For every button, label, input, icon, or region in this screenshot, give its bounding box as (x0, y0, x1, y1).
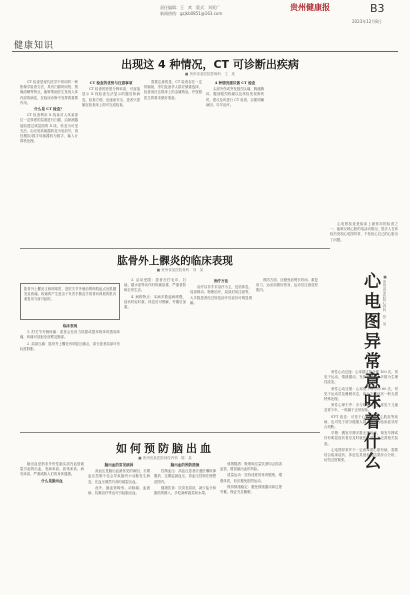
article-byline-ecg: ■ 贵州省某医院心内科 张 某 (383, 275, 387, 326)
article-divider (20, 432, 320, 433)
article-column: 戒烟限酒：吸烟和过量饮酒均会损害血管，增加脑出血的风险。 适量运动：坚持适度的体育锻炼，增强体质，但应避免剧烈运动。 保持情绪稳定：避免情绪激动和过度劳累，保证充足睡眠。 (220, 462, 282, 495)
article-byline-ct: ■ 贵州省某医院影像科 王 某 (185, 72, 235, 76)
article-byline-stroke: ■ 贵州省某医院神经内科 陈 某 (138, 456, 192, 460)
page-number: B3 (370, 2, 385, 15)
article-column: 脑出血的预防措施 控制血压：高血压患者应遵医嘱规律服药，定期监测血压，将血压控制在理想范围内。 健康饮食：饮食宜清淡，减少盐分和脂肪的摄入，多吃新鲜蔬菜和水果。 (154, 463, 216, 496)
article-divider (20, 248, 330, 249)
article-column: 临床表现 1. 肘关节外侧疼痛：患者会在用力抓握或提举物体时感到疼痛，疼痛可放射至前臂及腕部。 2. 局部压痛：肱骨外上髁处有明显压痛点，部分患者局部可有轻度肿胀。 (20, 324, 120, 351)
header-rule (12, 51, 398, 52)
article-intro-box: 肱骨外上髁炎又称网球肘，是肘关节外侧前臂伸肌起点处肌腱发炎疼痛。疼痛的产生是由于负责手腕及手指背向伸展的肌肉重复用力而引起的。 (20, 283, 120, 320)
article-byline-elbow: ■ 贵州省某医院骨科 刘 某 (156, 268, 204, 272)
page-header (0, 0, 410, 50)
article-column: 窦性心动过速：心率超过每分钟 100 次，常见于运动、情绪激动、发热等情况，多数为生理性改变。 窦性心动过缓：心率低于每分钟 60 次，常见于运动员及睡眠状态，如无不适症状一般无需特殊处理。 窦性心律不齐：多与呼吸有关，常见于儿童及青少年，一般属于正常现象。 ST-T 改变：可见于心肌缺血、心肌炎等疾病，也可见于部分健康人群，需结合临床症状综合判断。 早搏：偶发早搏多数无需治疗，频发早搏或伴有明显症状者应及时就医，进一步完善相关检查。 心电图异常并不一定意味着心脏有病，需要结合临床症状、体征及其他检查结果综合分析，切勿过度紧张。 (324, 370, 398, 463)
article-column: 预防方面，应避免前臂长时间、重复用力，运动前做好热身，运动后注意放松肌肉。 (256, 278, 318, 293)
article-title-stroke: 如何预防脑出血 (116, 442, 214, 455)
article-column: 脑出血是指非外伤性脑实质内血管破裂引起的出血，发病率高、致残率高、病死率高，严重威胁人们的身体健康。 什么是脑出血 (20, 462, 84, 483)
newspaper-name: 贵州健康报 (290, 2, 330, 12)
article-title-elbow: 肱骨外上髁炎的临床表现 (117, 255, 233, 267)
article-column: 需要注意的是，CT 检查存在一定的辐射，孕妇及备孕人群应慎重选择，检查前应去除身上的金属物品，并按照医生的要求做好准备。 (144, 80, 202, 100)
article-title-ct: 出现这 4 种情况，CT 可诊断出疾病 (121, 58, 299, 71)
article-column: CT 检查的优势与注意事项 CT 检查的密度分辨率高，可直接显示 X 线检查无法显示的器官和病变，检查方便、迅速而安全，患者只需躺在检查床上即可完成检查。 (82, 81, 140, 107)
article-column: 4 种情况建议做 CT 检查 头部外伤或突发剧烈头痛、胸痛胸闷、腹部剧烈疼痛以及体检发现肿块时，建议及时进行 CT 检查，以便明确病因、尽早治疗。 (206, 81, 264, 107)
article-column: 3. 活动受限：患者在拧毛巾、扫地、端水壶等动作时疼痛加重，严重者影响日常生活。 4. 病程特点：本病多数起病缓慢，症状时轻时重，休息后可缓解，劳累后加重。 (124, 278, 186, 310)
article-column: 心电图检查是临床上最常用的检查之一，能够反映心脏的电活动情况。很多人在体检后发现心电图异常，不免担心自己的心脏出了问题。 (330, 222, 398, 242)
section-title: 健康知识 (14, 41, 55, 51)
article-column: 治疗方法 治疗以非手术治疗为主，包括休息、局部制动、物理治疗、局部封闭注射等，大多数患者经过规范治疗后症状可明显缓解。 (190, 279, 252, 305)
article-title-ecg: 心电图异常意味着什么 (360, 272, 380, 472)
editor-info: 责任编辑：王 欢 版式：刘延广 新闻热线：gzjkb0851@163.com (160, 5, 223, 16)
article-column: CT 检查是现代医学中常用的一种影像学检查方法，具有扫描时间短、图像清晰等特点，能够帮助医生发现人体内部的病变，在临床诊断中发挥着重要作用。 什么是 CT 检查？ CT 检查利用 X 线束对人体某部位一定厚度的层面进行扫描，由探测器接收透过该层面的 X 线，转变为可见光后，由光电转换器转变为电信号，再经模拟/数字转换器转为数字，输入计算机处理。 (20, 80, 78, 144)
article-column: 脑出血的常见病因 高血压是脑出血最常见的病因，长期血压控制不佳会导致脑内小动脉发生病变，在血压骤然升高时破裂出血。 此外，脑血管畸形、动脉瘤、血液病、抗凝治疗等也可引起脑出血。 (88, 463, 150, 496)
issue-date: 2023年12月8日 (352, 19, 382, 24)
